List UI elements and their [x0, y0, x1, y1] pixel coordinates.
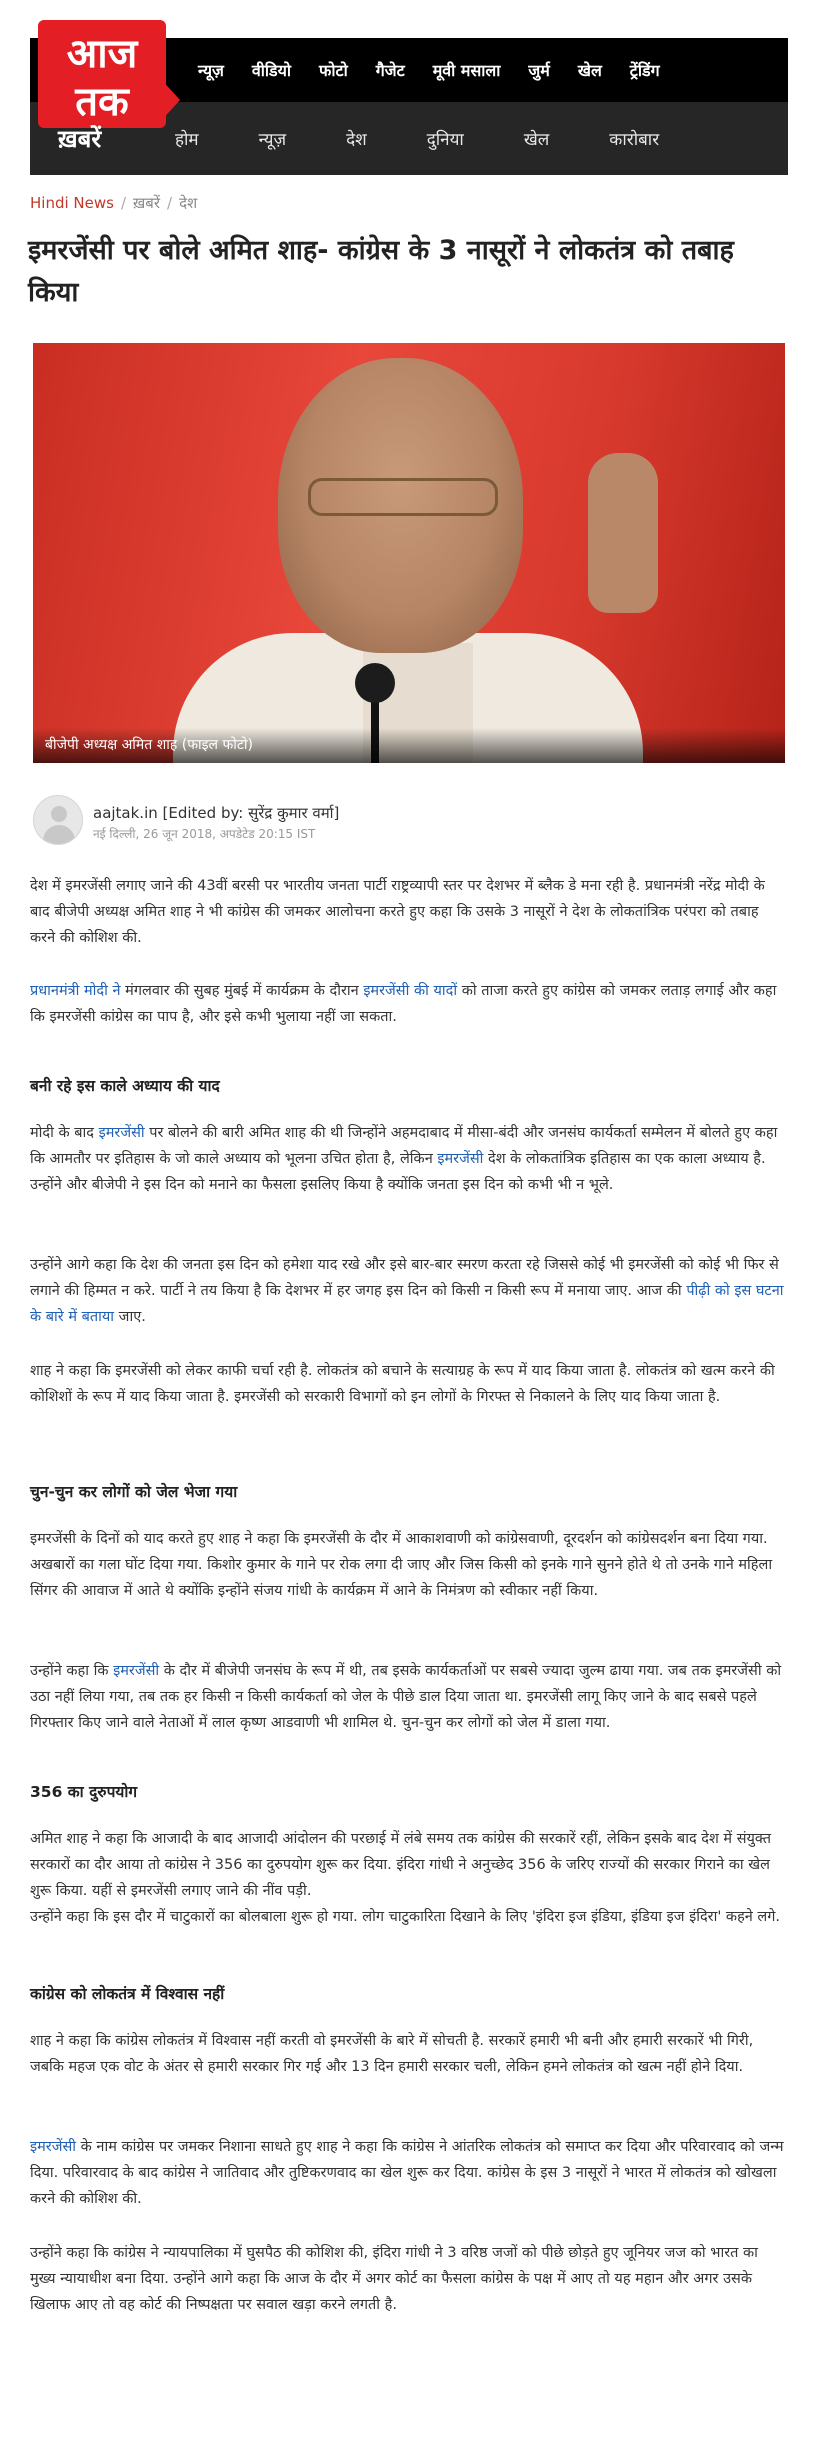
- article-paragraph-12: उन्होंने कहा कि कांग्रेस ने न्यायपालिका में घुसपैठ की कोशिश की, इंदिरा गांधी ने 3 वरिष्ठ जजों को पीछे छोड़ते हुए जूनियर जज को भारत का मुख्य न्यायाधीश बना दिया. उन्होंने आगे कहा कि आज के दौर में अगर कोर्ट का फैसला कांग्रेस के पक्ष में आए तो यह महान और अगर उसके खिलाफ आए तो वह कोर्ट की निष्पक्षता पर सवाल खड़ा करने लगती है.: [30, 2245, 758, 2313]
- link-emergency[interactable]: इमरजेंसी: [437, 1151, 484, 1167]
- article-title: इमरजेंसी पर बोले अमित शाह- कांग्रेस के 3 नासूरों ने लोकतंत्र को तबाह किया: [28, 235, 734, 308]
- top-nav-item-news[interactable]: न्यूज़: [198, 61, 224, 80]
- author-block: [33, 795, 733, 847]
- author-name[interactable]: aajtak.in [Edited by: सुरेंद्र कुमार वर्मा]: [93, 804, 340, 822]
- subheading-4: कांग्रेस को लोकतंत्र में विश्वास नहीं: [30, 1985, 225, 2003]
- top-nav-item-sports[interactable]: खेल: [577, 61, 602, 80]
- sub-nav-item-news[interactable]: न्यूज़: [258, 130, 287, 150]
- subheading-1: बनी रहे इस काले अध्याय की याद: [30, 1077, 220, 1095]
- logo-text-tak: तक: [75, 78, 129, 125]
- link-generation[interactable]: पीढ़ी को इस घटना के बारे में बताया: [30, 1283, 784, 1325]
- glasses-icon: [308, 478, 498, 516]
- article-dateline: नई दिल्ली, 26 जून 2018, अपडेटेड 20:15 IST: [93, 827, 316, 841]
- sub-nav-item-business[interactable]: कारोबार: [609, 130, 660, 150]
- section-label: ख़बरें: [58, 125, 102, 153]
- top-nav-item-trending[interactable]: ट्रेंडिंग: [629, 61, 660, 80]
- top-nav-item-movie-masala[interactable]: मूवी मसाला: [432, 61, 501, 80]
- link-emergency[interactable]: इमरजेंसी: [98, 1125, 145, 1141]
- breadcrumb-home[interactable]: Hindi News: [30, 194, 114, 212]
- article-paragraph-10: शाह ने कहा कि कांग्रेस लोकतंत्र में विश्वास नहीं करती वो इमरजेंसी के बारे में सोचती है. सरकारें हमारी भी बनी और हमारी सरकारें भी गिरी, जबकि महज एक वोट के अंतर से हमारी सरकार गिर गई और 13 दिन हमारी सरकार चली, लेकिन हमने लोकतंत्र को खत्म नहीं होने दिया.: [30, 2033, 754, 2075]
- sub-nav-item-sports[interactable]: खेल: [523, 130, 550, 150]
- aajtak-logo[interactable]: [38, 20, 166, 128]
- article-paragraph-2: प्रधानमंत्री मोदी ने मंगलवार की सुबह मुंबई में कार्यक्रम के दौरान इमरजेंसी की यादों को ताजा करते हुए कांग्रेस को जमकर लताड़ लगाई और कहा कि इमरजेंसी कांग्रेस का पाप है, और इसे कभी भुलाया नहीं जा सकता.: [30, 983, 777, 1025]
- top-nav-item-photo[interactable]: फोटो: [319, 61, 348, 80]
- logo-arrow-icon: [160, 78, 180, 122]
- subheading-3: 356 का दुरुपयोग: [30, 1783, 138, 1801]
- top-nav-menu: [198, 38, 688, 102]
- breadcrumb-current[interactable]: देश: [179, 194, 198, 212]
- avatar: [33, 795, 83, 845]
- article-paragraph-1: देश में इमरजेंसी लगाए जाने की 43वीं बरसी पर भारतीय जनता पार्टी राष्ट्रव्यापी स्तर पर देशभर में ब्लैक डे मना रही है. प्रधानमंत्री नरेंद्र मोदी के बाद बीजेपी अध्यक्ष अमित शाह ने भी कांग्रेस की जमकर आलोचना करते हुए कहा कि उसके 3 नासूरों ने देश के लोकतांत्रिक परंपरा को तबाह करने की कोशिश की.: [30, 878, 765, 946]
- article-paragraph-4: उन्होंने आगे कहा कि देश की जनता इस दिन को हमेशा याद रखे और इसे बार-बार स्मरण करता रहे जिससे कोई भी इमरजेंसी को कोई भी फिर से लगाने की हिम्मत न करे. पार्टी ने तय किया है कि देशभर में हर जगह इस दिन को किसी न किसी रूप में मनाया जाए. आज की पीढ़ी को इस घटना के बारे में बताया जाए.: [30, 1257, 784, 1325]
- article-paragraph-6: इमरजेंसी के दिनों को याद करते हुए शाह ने कहा कि इमरजेंसी के दौर में आकाशवाणी को कांग्रेसवाणी, दूरदर्शन को कांग्रेसदर्शन बना दिया गया. अखबारों का गला घोंट दिया गया. किशोर कुमार के गाने पर रोक लगा दी जाए और जिस किसी को इनके गाने सुनने होते थे तो उनके गाने महिला सिंगर की आवाज में आते थे क्योंकि इन्होंने संजय गांधी के कार्यक्रम में आने के निमंत्रण को स्वीकार नहीं किया.: [30, 1531, 773, 1599]
- link-emergency[interactable]: इमरजेंसी: [113, 1663, 160, 1679]
- article-paragraph-11: इमरजेंसी के नाम कांग्रेस पर जमकर निशाना साधते हुए शाह ने कहा कि कांग्रेस ने आंतरिक लोकतंत्र को समाप्त कर दिया और परिवारवाद को जन्म दिया. परिवारवाद के बाद कांग्रेस ने जातिवाद और तुष्टिकरणवाद का खेल शुरू कर दिया. कांग्रेस के इस 3 नासूरों ने भारत में लोकतंत्र को खोखला करने की कोशिश की.: [30, 2139, 784, 2207]
- hero-image: [33, 343, 785, 763]
- user-icon: [51, 806, 67, 822]
- article-paragraph-7: उन्होंने कहा कि इमरजेंसी के दौर में बीजेपी जनसंघ के रूप में थी, तब इसके कार्यकर्ताओं पर सबसे ज्यादा जुल्म ढाया गया. जब तक इमरजेंसी को उठा नहीं लिया गया, तब तक हर किसी न किसी कार्यकर्ता को जेल के पीछे डाल दिया जाता था. इमरजेंसी लागू किए जाने के बाद सबसे पहले गिरफ्तार किए जाने वाले नेताओं में लाल कृष्ण आडवाणी भी शामिल थे. चुन-चुन कर लोगों को जेल में डाला गया.: [30, 1663, 782, 1731]
- article-paragraph-9: उन्होंने कहा कि इस दौर में चाटुकारों का बोलबाला शुरू हो गया. लोग चाटुकारिता दिखाने के लिए 'इंदिरा इज इंडिया, इंडिया इज इंदिरा' कहने लगे.: [30, 1909, 781, 1925]
- sub-nav-item-world[interactable]: दुनिया: [426, 130, 464, 150]
- sub-nav-menu: [175, 102, 659, 175]
- article-paragraph-3: मोदी के बाद इमरजेंसी पर बोलने की बारी अमित शाह की थी जिन्होंने अहमदाबाद में मीसा-बंदी और जनसंघ कार्यकर्ता सम्मेलन में बोलते हुए कहा कि आमतौर पर इतिहास के जो काले अध्याय को भूलना उचित होता है, लेकिन इमरजेंसी देश के लोकतांत्रिक इतिहास का एक काला अध्याय है. उन्होंने और बीजेपी ने इस दिन को मनाने का फैसला इसलिए किया है क्योंकि जनता इस दिन को कभी भी न भूले.: [30, 1125, 778, 1193]
- breadcrumb: Hindi News / ख़बरें / देश: [30, 194, 198, 212]
- raised-hand-icon: [588, 453, 658, 613]
- sub-nav-item-home[interactable]: होम: [175, 130, 199, 150]
- logo-text-aaj: आज: [66, 30, 138, 77]
- link-pm-modi[interactable]: प्रधानमंत्री मोदी ने: [30, 983, 121, 999]
- article-paragraph-5: शाह ने कहा कि इमरजेंसी को लेकर काफी चर्चा रही है. लोकतंत्र को बचाने के सत्याग्रह के रूप में याद किया जाता है. लोकतंत्र को खत्म करने की कोशिशों के रूप में याद किया जाता है. इमरजेंसी को सरकारी विभागों को इन लोगों के गिरफ्त से निकालने के लिए याद किया जाता है.: [30, 1363, 775, 1405]
- article-paragraph-8: अमित शाह ने कहा कि आजादी के बाद आजादी आंदोलन की परछाई में लंबे समय तक कांग्रेस की सरकारें रहीं, लेकिन इसके बाद देश में संयुक्त सरकारों का दौर आया तो कांग्रेस ने 356 का दुरुपयोग शुरू कर दिया. इंदिरा गांधी ने अनुच्छेद 356 के जरिए राज्यों की सरकार गिराने का खेल शुरू किया. यहीं से इमरजेंसी लगाए जाने की नींव पड़ी.: [30, 1831, 771, 1899]
- top-nav-item-video[interactable]: वीडियो: [251, 61, 292, 80]
- subheading-2: चुन-चुन कर लोगों को जेल भेजा गया: [30, 1483, 238, 1501]
- image-caption: [33, 728, 785, 763]
- link-emergency[interactable]: इमरजेंसी: [30, 2139, 77, 2155]
- sub-nav-item-country[interactable]: देश: [346, 130, 367, 150]
- link-emergency-memories[interactable]: इमरजेंसी की यादों: [363, 983, 458, 999]
- microphone-icon: [355, 663, 395, 703]
- site-header: [30, 30, 788, 175]
- image-caption-text: बीजेपी अध्यक्ष अमित शाह (फाइल फोटो): [45, 737, 254, 753]
- top-nav-item-gadget[interactable]: गैजेट: [375, 61, 405, 80]
- breadcrumb-section[interactable]: ख़बरें: [133, 194, 160, 212]
- top-nav-item-crime[interactable]: जुर्म: [528, 61, 550, 80]
